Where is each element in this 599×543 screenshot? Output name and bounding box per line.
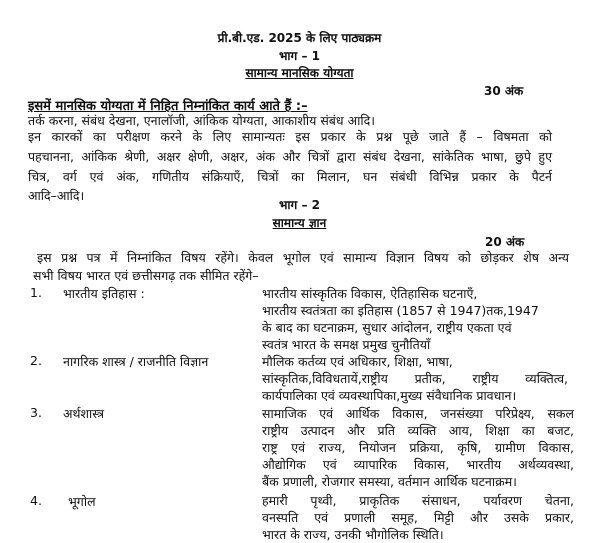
item-detail-line: सांस्कृतिक,विविधतायें,राष्ट्रीय प्रतीक, राष्ट्रीय व्यक्तित्व, bbox=[262, 371, 568, 386]
item-detail-line: राष्ट्र एवं राज्य, नियोजन प्रक्रिया, कृषि, ग्रामीण विकास, bbox=[262, 440, 574, 455]
item-number: 4. bbox=[30, 493, 42, 508]
item-detail-line: भारतीय स्वतंत्रता का इतिहास (1857 से 1947)तक,1947 bbox=[262, 303, 539, 318]
part1-subject: सामान्य मानसिक योग्यता bbox=[245, 66, 354, 80]
item-detail-line: हमारी पृथ्वी, प्राकृतिक संसाधन, पर्यावरण चेतना, bbox=[262, 493, 574, 508]
item-detail-line: औद्योगिक एवं व्यापारिक विकास, भारतीय अर्थव्यवस्था, bbox=[262, 457, 574, 472]
document-title: प्री.बी.एड. 2025 के लिए पाठ्यक्रम bbox=[217, 31, 382, 45]
part1-marks: 30 अंक bbox=[484, 84, 524, 98]
item-subject-civics: नागरिक शास्त्र / राजनीति विज्ञान bbox=[63, 354, 209, 369]
part1-heading: इसमें मानसिक योग्यता में निहित निम्नांकित कार्य आते हैं :– bbox=[28, 99, 308, 114]
part1-paragraph-line: इन कारकों का परीक्षण करने के लिए सामान्यतः इस प्रकार के प्रश्न पूछे जाते हैं – विषमता को bbox=[28, 129, 552, 144]
item-detail-line: सामाजिक एवं आर्थिक विकास, जनसंख्या परिप्रेक्ष्य, सकल bbox=[262, 406, 574, 421]
part1-paragraph-line: पहचानना, आंकिक श्रेणी, अक्षर क्षेणी, अक्षर, अंक और चित्रों द्वारा संबंध देखना, सांकेतिक भाषा, छुपे हुए bbox=[28, 149, 552, 164]
part2-label: भाग – 2 bbox=[278, 198, 320, 212]
item-subject-history: भारतीय इतिहास : bbox=[63, 286, 145, 301]
item-subject-economics: अर्थशास्त्र bbox=[63, 406, 105, 421]
part2-subject: सामान्य ज्ञान bbox=[272, 216, 327, 230]
item-detail-line: बैंक प्रणाली, रोजगार समस्या, वर्तमान आर्थिक घटनाक्रम। bbox=[262, 474, 517, 489]
item-detail-line: मौलिक कर्तव्य एवं अधिकार, शिक्षा, भाषा, bbox=[262, 354, 453, 369]
item-detail-line: कार्यपालिका एवं व्यवस्थापिका,मुख्य संवैधानिक प्रावधान। bbox=[262, 388, 517, 403]
item-detail-line: वनस्पति एवं प्रणाली समूह, मिट्टी और उसके प्रकार, bbox=[262, 510, 574, 525]
part1-paragraph-line: आदि–आदि। bbox=[28, 188, 85, 203]
item-number: 3. bbox=[30, 405, 42, 420]
part2-intro-line: सभी विषय भारत एवं छत्तीसगढ़ तक सीमित रहेंगे– bbox=[33, 268, 259, 283]
item-number: 1. bbox=[30, 285, 42, 300]
item-detail-line: स्वतंत्र भारत के समक्ष प्रमुख चुनौतियाँ bbox=[262, 337, 431, 352]
item-detail-line: राष्ट्रीय उत्पादन और प्रति व्यक्ति आय, शिक्षा का बजट, bbox=[262, 423, 574, 438]
item-detail-line: भारत के राज्य, उनकी भौगोलिक स्थिति। bbox=[262, 527, 444, 542]
item-subject-geography: भूगोल bbox=[68, 494, 96, 509]
item-detail-line: के बाद का घटनाक्रम, सुधार आंदोलन, राष्ट्रीय एकता एवं bbox=[262, 320, 512, 335]
part1-paragraph-line: चित्र, वर्ग एवं अंक, गणितीय संक्रियाएँ, चित्रों का मिलान, घन संबंधी विभिन्न प्रकार के पैटर्न bbox=[28, 169, 552, 184]
part2-marks: 20 अंक bbox=[485, 235, 525, 249]
item-number: 2. bbox=[30, 353, 42, 368]
item-detail-line: भारतीय सांस्कृतिक विकास, ऐतिहासिक घटनाएँ, bbox=[262, 286, 478, 301]
part1-label: भाग – 1 bbox=[278, 49, 320, 63]
part1-paragraph-1: तर्क करना, संबंध देखना, एनालॉजी, आंकिक योग्यता, आकाशीय संबंध आदि। bbox=[28, 113, 375, 128]
part2-intro-line: इस प्रश्न पत्र में निम्नांकित विषय रहेंगे। केवल भूगोल एवं सामान्य विज्ञान विषय को छोड़कर शेष अन्य bbox=[37, 250, 569, 265]
